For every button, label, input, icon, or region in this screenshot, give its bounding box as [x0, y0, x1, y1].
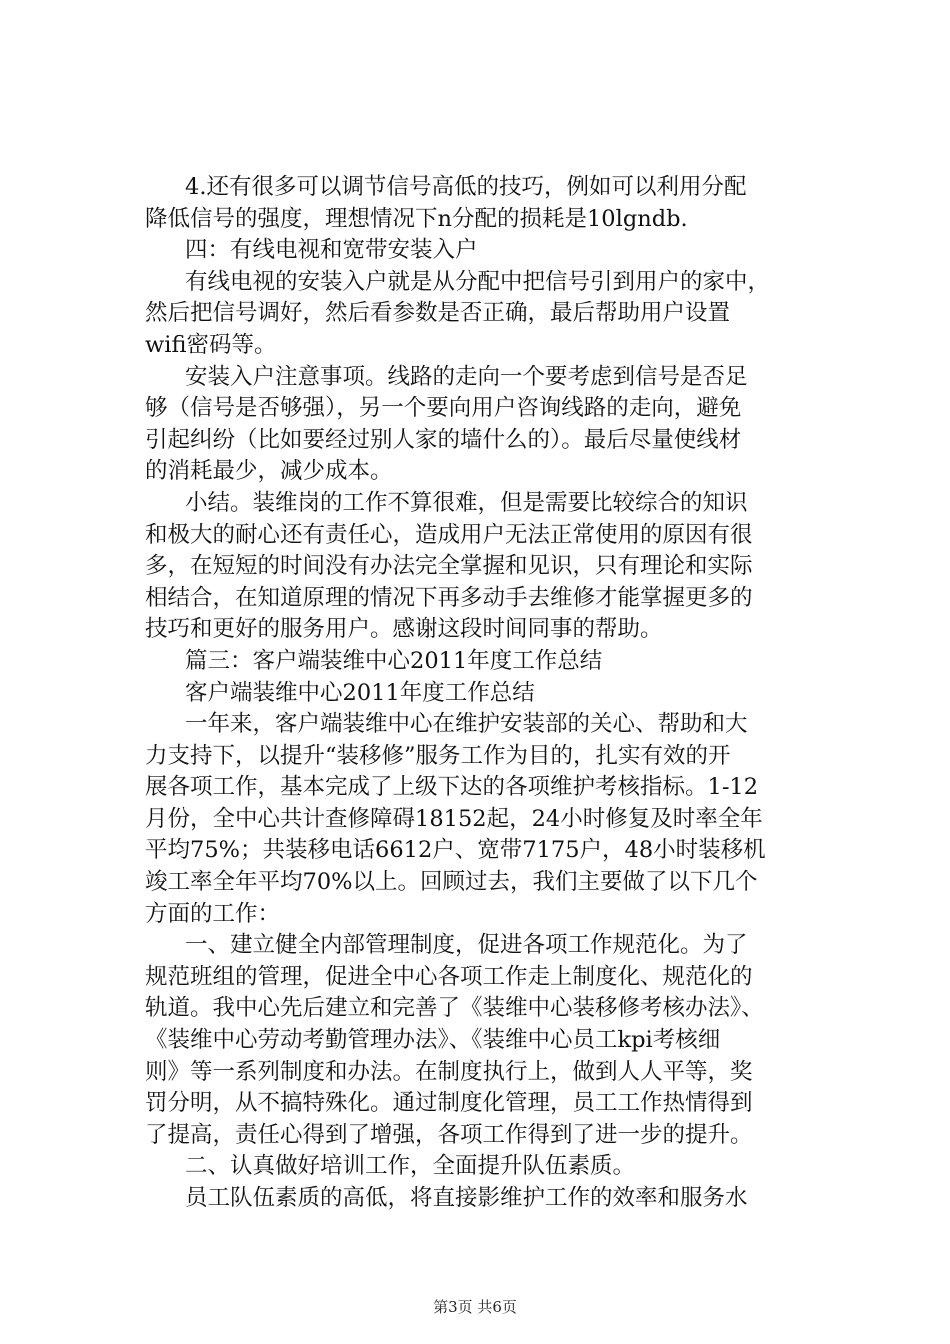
text-line: 员工队伍素质的高低，将直接影维护工作的效率和服务水 [185, 1185, 748, 1211]
text-line: 有线电视的安装入户就是从分配中把信号引到用户的家中， [185, 268, 771, 295]
text-line: 平均75%；共装移电话6612户、宽带7175户，48小时装移机 [145, 837, 766, 864]
text-line: 力支持下，以提升“装移修”服务工作为目的，扎实有效的开 [145, 742, 731, 769]
text-line: 罚分明，从不搞特殊化。通过制度化管理，员工工作热情得到 [145, 1090, 753, 1117]
section-heading: 四：有线电视和宽带安装入户 [185, 237, 478, 264]
text-line: 安装入户注意事项。线路的走向一个要考虑到信号是否足 [185, 363, 748, 390]
text-line: 轨道。我中心先后建立和完善了《装维中心装移修考核办法》、 [145, 995, 764, 1022]
document-body [145, 172, 835, 1215]
text-line: 技巧和更好的服务用户。感谢这段时间同事的帮助。 [145, 616, 663, 643]
text-line: 方面的工作： [145, 900, 281, 927]
text-line: 引起纠纷（比如要经过别人家的墙什么的）。最后尽量使线材 [145, 426, 742, 453]
section-title: 客户端装维中心2011年度工作总结 [185, 679, 535, 706]
text-line: wifi密码等。 [145, 331, 277, 358]
text-line: 竣工率全年平均70%以上。回顾过去，我们主要做了以下几个 [145, 869, 758, 896]
text-line: 4.还有很多可以调节信号高低的技巧，例如可以利用分配 [185, 174, 747, 200]
text-line: 《装维中心劳动考勤管理办法》、《装维中心员工kpi考核细 [145, 1027, 721, 1054]
text-line: 月份，全中心共计查修障碍18152起，24小时修复及时率全年 [145, 805, 763, 832]
text-line: 则》等一系列制度和办法。在制度执行上，做到人人平等，奖 [145, 1058, 753, 1085]
text-line: 多，在短短的时间没有办法完全掌握和见识，只有理论和实际 [145, 553, 753, 580]
text-line: 够（信号是否够强），另一个要向用户咨询线路的走向，避免 [145, 395, 742, 422]
section-heading: 二、认真做好培训工作，全面提升队伍素质。 [185, 1153, 636, 1180]
page-number-label: 第3页 共6页 [433, 1298, 517, 1316]
text-line: 和极大的耐心还有责任心，造成用户无法正常使用的原因有很 [145, 521, 753, 548]
text-line: 的消耗最少，减少成本。 [145, 458, 393, 485]
section-heading: 篇三：客户端装维中心2011年度工作总结 [185, 647, 603, 674]
text-line: 一年来，客户端装维中心在维护安装部的关心、帮助和大 [185, 711, 748, 738]
text-line: 然后把信号调好，然后看参数是否正确，最后帮助用户设置 [145, 300, 731, 327]
page-footer [0, 1296, 950, 1318]
text-line: 规范班组的管理，促进全中心各项工作走上制度化、规范化的 [145, 963, 753, 990]
text-line: 一、建立健全内部管理制度，促进各项工作规范化。为了 [185, 932, 748, 959]
text-line: 展各项工作，基本完成了上级下达的各项维护考核指标。1-12 [145, 774, 759, 801]
text-line: 了提高，责任心得到了增强，各项工作得到了进一步的提升。 [145, 1121, 753, 1148]
text-line: 相结合，在知道原理的情况下再多动手去维修才能掌握更多的 [145, 584, 753, 611]
text-line: 降低信号的强度，理想情况下n分配的损耗是10lgndb. [145, 205, 688, 232]
text-line: 小结。装维岗的工作不算很难，但是需要比较综合的知识 [185, 489, 748, 516]
